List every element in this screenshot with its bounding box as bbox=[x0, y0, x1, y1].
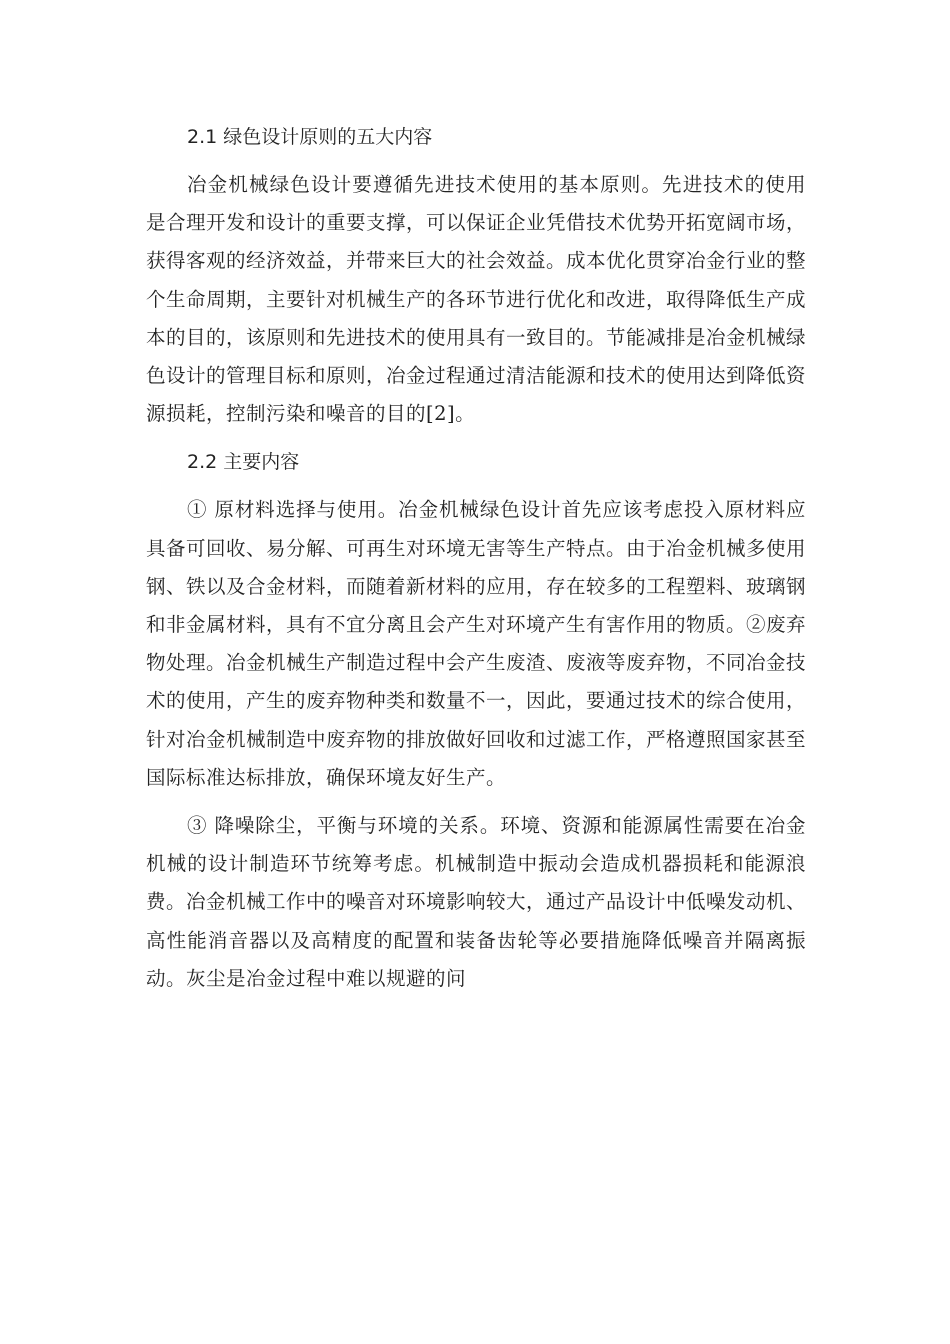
section-2-1-paragraph: 冶金机械绿色设计要遵循先进技术使用的基本原则。先进技术的使用是合理开发和设计的重要支撑，可以保证企业凭借技术优势开拓宽阔市场，获得客观的经济效益，并带来巨大的社会效益。成本优化贯穿冶金行业的整个生命周期，主要针对机械生产的各环节进行优化和改进，取得降低生产成本的目的，该原则和先进技术的使用具有一致目的。节能减排是冶金机械绿色设计的管理目标和原则，冶金过程通过清洁能源和技术的使用达到降低资源损耗，控制污染和噪音的目的[2]。 bbox=[146, 173, 807, 426]
section-heading-2-2: 2.2 主要内容 bbox=[187, 451, 300, 474]
section-2-2-paragraph-2: ③ 降噪除尘，平衡与环境的关系。环境、资源和能源属性需要在冶金机械的设计制造环节统筹考虑。机械制造中振动会造成机器损耗和能源浪费。冶金机械工作中的噪音对环境影响较大，通过产品设计中低噪发动机、高性能消音器以及高精度的配置和装备齿轮等必要措施降低噪音并隔离振动。灰尘是冶金过程中难以规避的问 bbox=[146, 814, 807, 990]
section-heading-2-1: 2.1 绿色设计原则的五大内容 bbox=[187, 126, 433, 148]
document-body bbox=[146, 118, 806, 1008]
section-2-2-paragraph-1: ① 原材料选择与使用。冶金机械绿色设计首先应该考虑投入原材料应具备可回收、易分解、可再生对环境无害等生产特点。由于冶金机械多使用钢、铁以及合金材料，而随着新材料的应用，存在较多的工程塑料、玻璃钢和非金属材料，具有不宜分离且会产生对环境产生有害作用的物质。②废弃物处理。冶金机械生产制造过程中会产生废渣、废液等废弃物，不同冶金技术的使用，产生的废弃物种类和数量不一，因此，要通过技术的综合使用，针对冶金机械制造中废弃物的排放做好回收和过滤工作，严格遵照国家甚至国际标准达标排放，确保环境友好生产。 bbox=[146, 498, 807, 789]
